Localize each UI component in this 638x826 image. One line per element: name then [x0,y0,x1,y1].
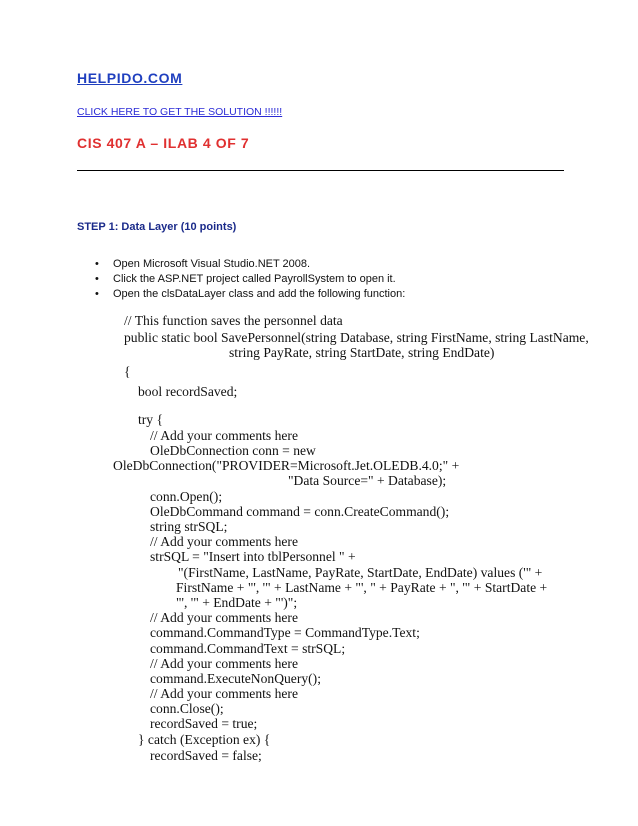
bullet-icon: • [95,258,99,270]
code-line: OleDbConnection conn = new [150,443,316,458]
code-line: // Add your comments here [150,610,298,625]
code-line: // Add your comments here [150,656,298,671]
list-item [95,287,405,302]
code-line: // Add your comments here [150,428,298,443]
bullet-icon: • [95,273,99,285]
code-line: "', '" + EndDate + "')"; [176,595,298,610]
lab-title: CIS 407 A – ILAB 4 OF 7 [77,135,250,151]
code-line: // Add your comments here [150,686,298,701]
code-line: public static bool SavePersonnel(string Database, string FirstName, string LastName, [124,330,589,345]
site-title-link[interactable]: HELPIDO.COM [77,70,183,86]
code-line: conn.Close(); [150,701,224,716]
code-line: command.CommandText = strSQL; [150,641,346,656]
code-line: // Add your comments here [150,534,298,549]
code-line: command.ExecuteNonQuery(); [150,671,321,686]
code-line: string strSQL; [150,519,228,534]
code-line: string PayRate, string StartDate, string EndDate) [229,345,495,360]
list-item [95,257,405,272]
bullet-icon: • [95,288,99,300]
code-line: conn.Open(); [150,489,223,504]
instruction-list [95,257,405,302]
solution-link[interactable]: CLICK HERE TO GET THE SOLUTION !!!!!! [77,106,283,118]
code-line: "Data Source=" + Database); [288,473,447,488]
code-line: bool recordSaved; [138,384,238,399]
code-line: } catch (Exception ex) { [138,732,271,747]
code-line: OleDbConnection("PROVIDER=Microsoft.Jet.OLEDB.4.0;" + [113,458,460,473]
list-item-text: Open Microsoft Visual Studio.NET 2008. [113,258,311,270]
list-item-text: Click the ASP.NET project called PayrollSystem to open it. [113,273,396,285]
code-line: strSQL = "Insert into tblPersonnel " + [150,549,356,564]
code-line: { [124,364,131,379]
code-line: recordSaved = false; [150,748,262,763]
code-line: "(FirstName, LastName, PayRate, StartDate, EndDate) values ('" + [178,565,543,580]
step-heading: STEP 1: Data Layer (10 points) [77,221,237,233]
list-item [95,272,405,287]
code-line: command.CommandType = CommandType.Text; [150,625,420,640]
horizontal-rule [77,170,564,171]
code-line: // This function saves the personnel data [124,313,343,328]
code-line: recordSaved = true; [150,716,258,731]
list-item-text: Open the clsDataLayer class and add the following function: [113,288,406,300]
code-line: OleDbCommand command = conn.CreateCommand(); [150,504,450,519]
code-line: FirstName + "', '" + LastName + "', " + PayRate + ", '" + StartDate + [176,580,548,595]
code-line: try { [138,412,164,427]
